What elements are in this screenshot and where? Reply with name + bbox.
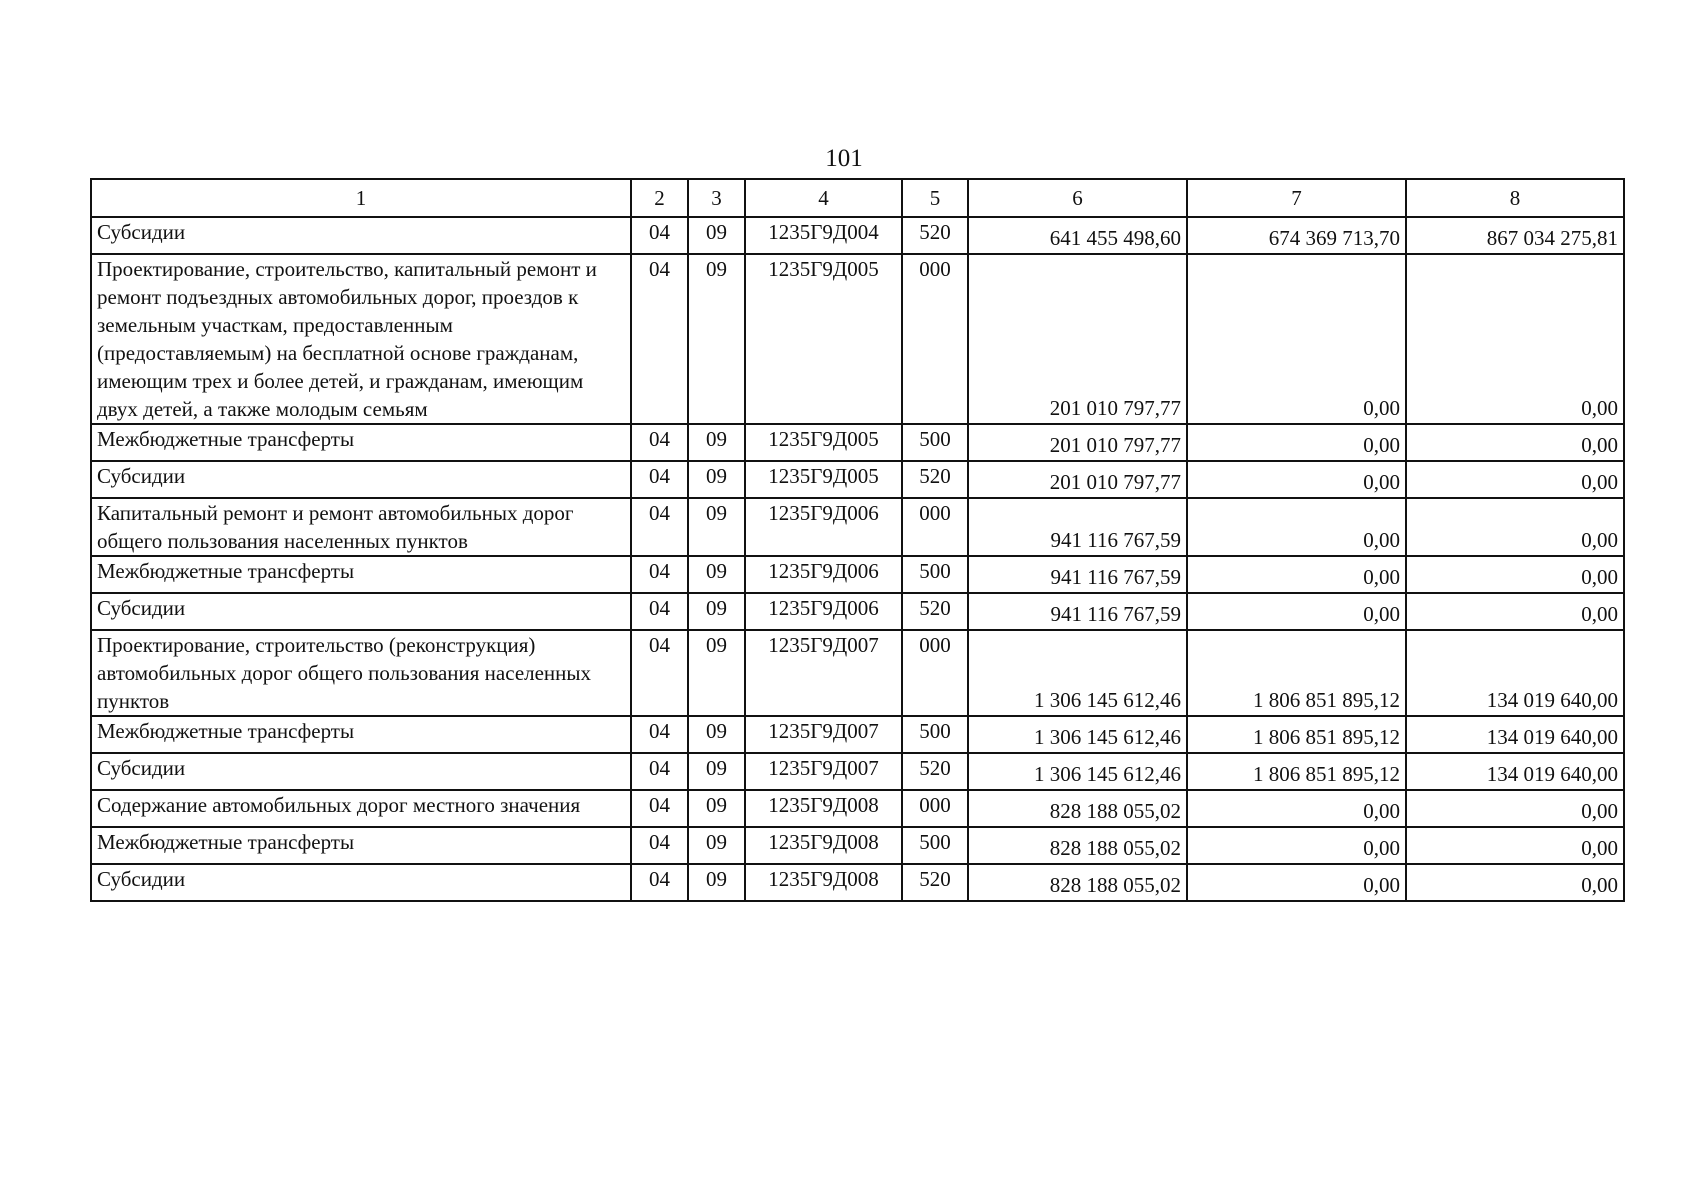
table-row [91,753,1624,790]
amount-col6-cell: 201 010 797,77 [968,424,1187,461]
subsection-code-cell: 09 [688,217,745,254]
amount-col8-cell: 0,00 [1406,461,1624,498]
table-row [91,864,1624,901]
amount-col8-cell: 0,00 [1406,556,1624,593]
row-name-cell: Капитальный ремонт и ремонт автомобильных дорог общего пользования населенных пунктов [91,498,631,556]
subsection-code-cell: 09 [688,753,745,790]
column-header-4: 4 [745,179,902,217]
target-article-cell: 1235Г9Д006 [745,556,902,593]
amount-col6-cell: 201 010 797,77 [968,461,1187,498]
table-row [91,217,1624,254]
subsection-code-cell: 09 [688,864,745,901]
row-name-cell: Межбюджетные трансферты [91,556,631,593]
row-name-cell: Содержание автомобильных дорог местного значения [91,790,631,827]
amount-col7-cell: 0,00 [1187,424,1406,461]
expense-type-cell: 520 [902,217,968,254]
header-row [91,179,1624,217]
target-article-cell: 1235Г9Д007 [745,716,902,753]
page-number: 101 [825,145,863,172]
amount-col7-cell: 1 806 851 895,12 [1187,716,1406,753]
target-article-cell: 1235Г9Д004 [745,217,902,254]
subsection-code-cell: 09 [688,630,745,716]
expense-type-cell: 500 [902,424,968,461]
expense-type-cell: 500 [902,716,968,753]
amount-col7-cell: 0,00 [1187,556,1406,593]
row-name-cell: Субсидии [91,217,631,254]
table-row [91,716,1624,753]
amount-col7-cell: 0,00 [1187,827,1406,864]
section-code-cell: 04 [631,790,688,827]
expense-type-cell: 520 [902,864,968,901]
amount-col7-cell: 0,00 [1187,593,1406,630]
expense-type-cell: 500 [902,556,968,593]
amount-col7-cell: 0,00 [1187,498,1406,556]
section-code-cell: 04 [631,864,688,901]
section-code-cell: 04 [631,827,688,864]
section-code-cell: 04 [631,630,688,716]
target-article-cell: 1235Г9Д005 [745,254,902,424]
amount-col7-cell: 0,00 [1187,864,1406,901]
amount-col8-cell: 0,00 [1406,424,1624,461]
section-code-cell: 04 [631,716,688,753]
subsection-code-cell: 09 [688,593,745,630]
target-article-cell: 1235Г9Д008 [745,827,902,864]
row-name-cell: Субсидии [91,593,631,630]
expense-type-cell: 520 [902,593,968,630]
subsection-code-cell: 09 [688,461,745,498]
amount-col8-cell: 0,00 [1406,864,1624,901]
target-article-cell: 1235Г9Д006 [745,593,902,630]
table-row [91,790,1624,827]
subsection-code-cell: 09 [688,556,745,593]
column-header-1: 1 [91,179,631,217]
section-code-cell: 04 [631,254,688,424]
table-body [91,217,1624,901]
subsection-code-cell: 09 [688,254,745,424]
row-name-cell: Субсидии [91,864,631,901]
subsection-code-cell: 09 [688,424,745,461]
amount-col8-cell: 134 019 640,00 [1406,753,1624,790]
amount-col6-cell: 1 306 145 612,46 [968,716,1187,753]
amount-col7-cell: 1 806 851 895,12 [1187,753,1406,790]
table-row [91,424,1624,461]
amount-col7-cell: 674 369 713,70 [1187,217,1406,254]
section-code-cell: 04 [631,556,688,593]
expense-type-cell: 000 [902,630,968,716]
target-article-cell: 1235Г9Д005 [745,461,902,498]
target-article-cell: 1235Г9Д007 [745,630,902,716]
subsection-code-cell: 09 [688,827,745,864]
column-header-7: 7 [1187,179,1406,217]
column-header-8: 8 [1406,179,1624,217]
section-code-cell: 04 [631,593,688,630]
row-name-cell: Субсидии [91,753,631,790]
amount-col7-cell: 0,00 [1187,461,1406,498]
amount-col7-cell: 1 806 851 895,12 [1187,630,1406,716]
table-row [91,556,1624,593]
table-row [91,254,1624,424]
section-code-cell: 04 [631,424,688,461]
column-header-5: 5 [902,179,968,217]
target-article-cell: 1235Г9Д008 [745,790,902,827]
amount-col7-cell: 0,00 [1187,254,1406,424]
amount-col7-cell: 0,00 [1187,790,1406,827]
amount-col8-cell: 0,00 [1406,593,1624,630]
amount-col6-cell: 828 188 055,02 [968,790,1187,827]
section-code-cell: 04 [631,217,688,254]
expense-type-cell: 000 [902,790,968,827]
subsection-code-cell: 09 [688,716,745,753]
table-row [91,461,1624,498]
expense-type-cell: 520 [902,461,968,498]
budget-table [90,178,1625,902]
row-name-cell: Проектирование, строительство, капитальный ремонт и ремонт подъездных автомобильных дорог, проездов к земельным участкам, предоставленным (предоставляемым) на бесплатной основе гражданам, имеющим трех и более детей, и гражданам, имеющим двух детей, а также молодым семьям [91,254,631,424]
amount-col6-cell: 1 306 145 612,46 [968,630,1187,716]
expense-type-cell: 520 [902,753,968,790]
expense-type-cell: 500 [902,827,968,864]
amount-col6-cell: 941 116 767,59 [968,498,1187,556]
table-row [91,827,1624,864]
section-code-cell: 04 [631,498,688,556]
column-header-2: 2 [631,179,688,217]
target-article-cell: 1235Г9Д005 [745,424,902,461]
target-article-cell: 1235Г9Д008 [745,864,902,901]
target-article-cell: 1235Г9Д007 [745,753,902,790]
expense-type-cell: 000 [902,254,968,424]
column-header-3: 3 [688,179,745,217]
row-name-cell: Межбюджетные трансферты [91,827,631,864]
row-name-cell: Проектирование, строительство (реконструкция) автомобильных дорог общего пользования населенных пунктов [91,630,631,716]
amount-col6-cell: 201 010 797,77 [968,254,1187,424]
table-row [91,630,1624,716]
table-header [91,179,1624,217]
amount-col8-cell: 0,00 [1406,498,1624,556]
amount-col8-cell: 867 034 275,81 [1406,217,1624,254]
amount-col8-cell: 134 019 640,00 [1406,630,1624,716]
column-header-6: 6 [968,179,1187,217]
amount-col8-cell: 134 019 640,00 [1406,716,1624,753]
amount-col6-cell: 941 116 767,59 [968,593,1187,630]
row-name-cell: Субсидии [91,461,631,498]
section-code-cell: 04 [631,753,688,790]
table-row [91,498,1624,556]
subsection-code-cell: 09 [688,790,745,827]
row-name-cell: Межбюджетные трансферты [91,716,631,753]
expense-type-cell: 000 [902,498,968,556]
amount-col6-cell: 641 455 498,60 [968,217,1187,254]
amount-col6-cell: 828 188 055,02 [968,827,1187,864]
row-name-cell: Межбюджетные трансферты [91,424,631,461]
subsection-code-cell: 09 [688,498,745,556]
section-code-cell: 04 [631,461,688,498]
amount-col6-cell: 941 116 767,59 [968,556,1187,593]
table-row [91,593,1624,630]
amount-col8-cell: 0,00 [1406,254,1624,424]
target-article-cell: 1235Г9Д006 [745,498,902,556]
amount-col8-cell: 0,00 [1406,790,1624,827]
amount-col8-cell: 0,00 [1406,827,1624,864]
amount-col6-cell: 828 188 055,02 [968,864,1187,901]
amount-col6-cell: 1 306 145 612,46 [968,753,1187,790]
